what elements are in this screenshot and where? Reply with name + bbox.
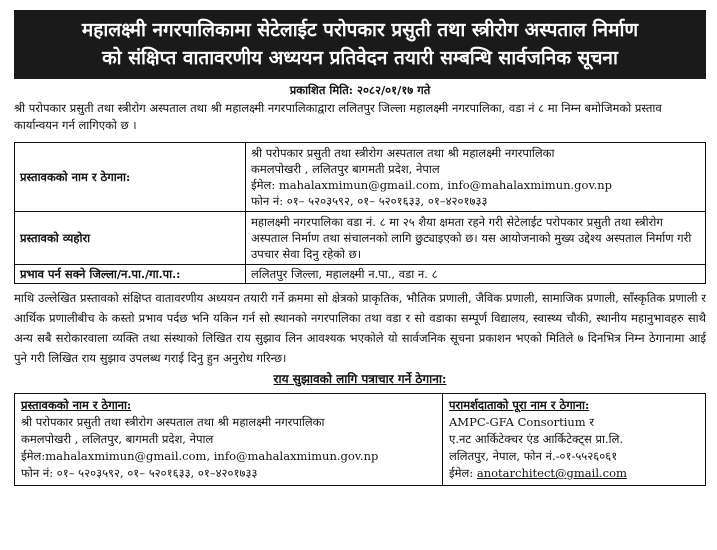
consultant-location-phone: ललितपुर, नेपाल, फोन नं.-०१-५५२६०६१ (449, 449, 618, 463)
proposer-label: प्रस्तावकको नाम र ठेगाना: (15, 143, 246, 212)
proposal-description-label: प्रस्तावको व्यहोरा (15, 212, 246, 265)
correspondence-heading: राय सुझावको लागि पत्राचार गर्ने ठेगाना: (273, 372, 447, 386)
proposer-email: ईमेल: mahalaxmimun@gmail.com, info@mahalaxmimun.gov.np (251, 178, 613, 192)
proposer-phone: फोन नं: ०१– ५२०३५९२, ०१– ५२०१६३३, ०१–४२०१७३३ (251, 194, 488, 208)
intro-paragraph: श्री परोपकार प्रसुती तथा स्त्रीरोग अस्पताल तथा श्री महालक्ष्मी नगरपालिकाद्वारा ललितपुर जिल्ला महालक्ष्मी नगरपालिका, वडा नं ८ मा निम्न बमोजिमको प्रस्ताव कार्यान्वयन गर्न लागिएको छ । (14, 101, 662, 132)
affected-area-row (15, 265, 706, 284)
consultant-email-line (449, 465, 699, 482)
proposer-details (246, 143, 706, 212)
affected-area-text: ललितपुर जिल्ला, महालक्ष्मी न.पा., वडा न. ८ (246, 265, 706, 284)
published-date: प्रकाशित मिति: २०८२/०१/१७ गते (289, 83, 431, 97)
consultant-name: AMPC-GFA Consortium र (449, 415, 595, 429)
proposal-info-table (14, 142, 706, 284)
proposer-address-email: ईमेल:mahalaxmimun@gmail.com, info@mahalaxmimun.gov.np (21, 449, 379, 463)
consultant-address-heading: परामर्शदाताको पूरा नाम र ठेगाना: (449, 398, 590, 412)
proposer-address-phone: फोन नं: ०१– ५२०३५९२, ०१– ५२०१६३३, ०१–४२०१७३३ (21, 466, 258, 480)
proposer-row (15, 143, 706, 212)
consultant-firm: ए.नट आर्किटेक्चर एंड आर्किटेक्ट्स प्रा.लि. (449, 432, 624, 446)
proposer-name: श्री परोपकार प्रसुती तथा स्त्रीरोग अस्पताल तथा श्री महालक्ष्मी नगरपालिका (251, 146, 555, 160)
proposer-address-line-2: कमलपोखरी , ललितपुर, बागमती प्रदेश, नेपाल (21, 432, 214, 446)
proposer-address-heading: प्रस्तावकको नाम र ठेगाना: (21, 398, 132, 412)
proposal-description-row (15, 212, 706, 265)
public-notice (14, 10, 706, 486)
consultant-email-label: ईमेल: (449, 466, 477, 480)
proposer-address-block (15, 394, 443, 486)
consultant-email-link[interactable]: anotarchitect@gmail.com (476, 466, 627, 480)
affected-area-label: प्रभाव पर्न सक्ने जिल्ला/न.पा./गा.पा.: (15, 265, 246, 284)
proposer-address-line-1: श्री परोपकार प्रसुती तथा स्त्रीरोग अस्पताल तथा श्री महालक्ष्मी नगरपालिका (21, 415, 325, 429)
proposal-description-text: महालक्ष्मी नगरपालिका वडा नं. ८ मा २५ शैया क्षमता रहने गरी सेटेलाईट परोपकार प्रसुती तथा स्त्रीरोग अस्पताल निर्माण तथा संचालनको लागि छुट्याइएको छ। यस आयोजनाको मुख्य उद्देश्य अस्पताल निर्माण गरी उपचार सेवा दिनु रहेको छ। (246, 212, 706, 265)
correspondence-address-table (14, 393, 706, 486)
notice-title-line-2: को संक्षिप्त वातावरणीय अध्ययन प्रतिवेदन तयारी सम्बन्धि सार्वजनिक सूचना (102, 47, 618, 69)
notice-title-line-1: महालक्ष्मी नगरपालिकामा सेटेलाईट परोपकार प्रसुती तथा स्त्रीरोग अस्पताल निर्माण (81, 19, 639, 41)
consultant-address-block (443, 394, 706, 486)
proposer-address: कमलपोखरी , ललितपुर बागमती प्रदेश, नेपाल (251, 162, 440, 176)
notice-title-bar (14, 10, 706, 79)
body-paragraph: माथि उल्लेखित प्रस्तावको संक्षिप्त वातावरणीय अध्ययन तयारी गर्ने क्रममा सो क्षेत्रको प्राकृतिक, भौतिक प्रणाली, जैविक प्रणाली, सामाजिक प्रणाली, साँस्कृतिक प्रणाली र आर्थिक प्रणालीबीच के कस्तो प्रभाव पर्दछ भनि यकिन गर्न सो स्थानको नगरपालिका तथा वडा र सो वडाका सम्पूर्ण विद्यालय, स्वास्थ्य चौकी, स्थानीय महानुभावहरु साथै अन्य सबै सरोकारवाला व्यक्ति तथा संस्थाको लिखित राय सुझाव लिन आवश्यक भएकोले यो सार्वजनिक सूचना प्रकाशन भएको मितिले ७ दिनभित्र निम्न ठेगानामा आई पुने गरी लिखित राय सुझाव उपलब्ध गराई दिनु हुन अनुरोध गरिन्छ। (14, 291, 706, 365)
